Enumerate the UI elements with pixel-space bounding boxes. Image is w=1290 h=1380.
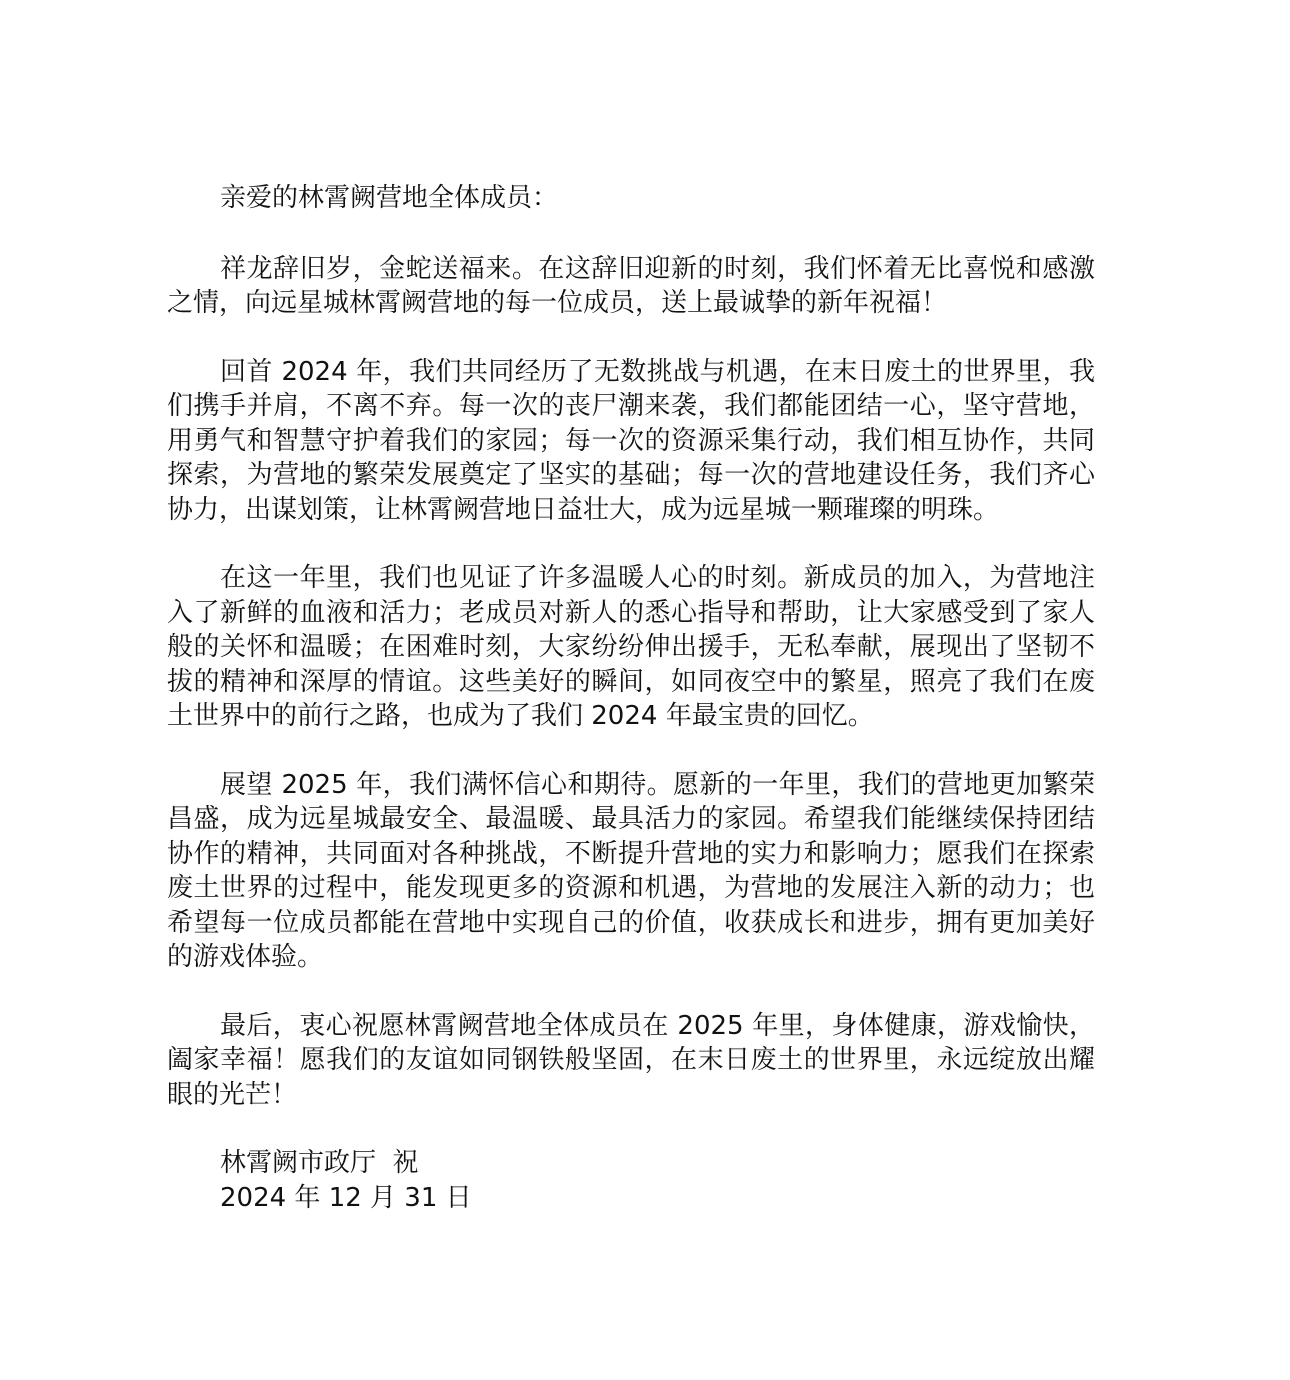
paragraph-greeting: 祥龙辞旧岁，金蛇送福来。在这辞旧迎新的时刻，我们怀着无比喜悦和感激之情，向远星城林霄阙营地的每一位成员，送上最诚挚的新年祝福！: [167, 253, 1095, 318]
signature-block: [167, 1146, 1095, 1215]
letter-body: [167, 181, 1095, 1215]
paragraph-outlook-2025: 展望 2025 年，我们满怀信心和期待。愿新的一年里，我们的营地更加繁荣昌盛，成为远星城最安全、最温暖、最具活力的家园。希望我们能继续保持团结协作的精神，共同面对各种挑战，不断提升营地的实力和影响力；愿我们在探索废土世界的过程中，能发现更多的资源和机遇，为营地的发展注入新的动力；也希望每一位成员都能在营地中实现自己的价值，收获成长和进步，拥有更加美好的游戏体验。: [167, 769, 1095, 972]
paragraph-warm-moments: 在这一年里，我们也见证了许多温暖人心的时刻。新成员的加入，为营地注入了新鲜的血液和活力；老成员对新人的悉心指导和帮助，让大家感受到了家人般的关怀和温暖；在困难时刻，大家纷纷伸出援手，无私奉献，展现出了坚韧不拔的精神和深厚的情谊。这些美好的瞬间，如同夜空中的繁星，照亮了我们在废土世界中的前行之路，也成为了我们 2024 年最宝贵的回忆。: [167, 563, 1095, 731]
paragraph-closing-wishes: 最后，衷心祝愿林霄阙营地全体成员在 2025 年里，身体健康，游戏愉快，阖家幸福！愿我们的友谊如同钢铁般坚固，在末日废土的世界里，永远绽放出耀眼的光芒！: [167, 1010, 1095, 1110]
paragraph-review-2024: 回首 2024 年，我们共同经历了无数挑战与机遇，在末日废土的世界里，我们携手并肩，不离不弃。每一次的丧尸潮来袭，我们都能团结一心，坚守营地，用勇气和智慧守护着我们的家园；每一次的资源采集行动，我们相互协作，共同探索，为营地的繁荣发展奠定了坚实的基础；每一次的营地建设任务，我们齐心协力，出谋划策，让林霄阙营地日益壮大，成为远星城一颗璀璨的明珠。: [167, 356, 1095, 525]
date: 2024 年 12 月 31 日: [220, 1182, 472, 1213]
signature: 林霄阙市政厅 祝: [220, 1148, 419, 1178]
salutation: 亲爱的林霄阙营地全体成员：: [220, 183, 559, 213]
